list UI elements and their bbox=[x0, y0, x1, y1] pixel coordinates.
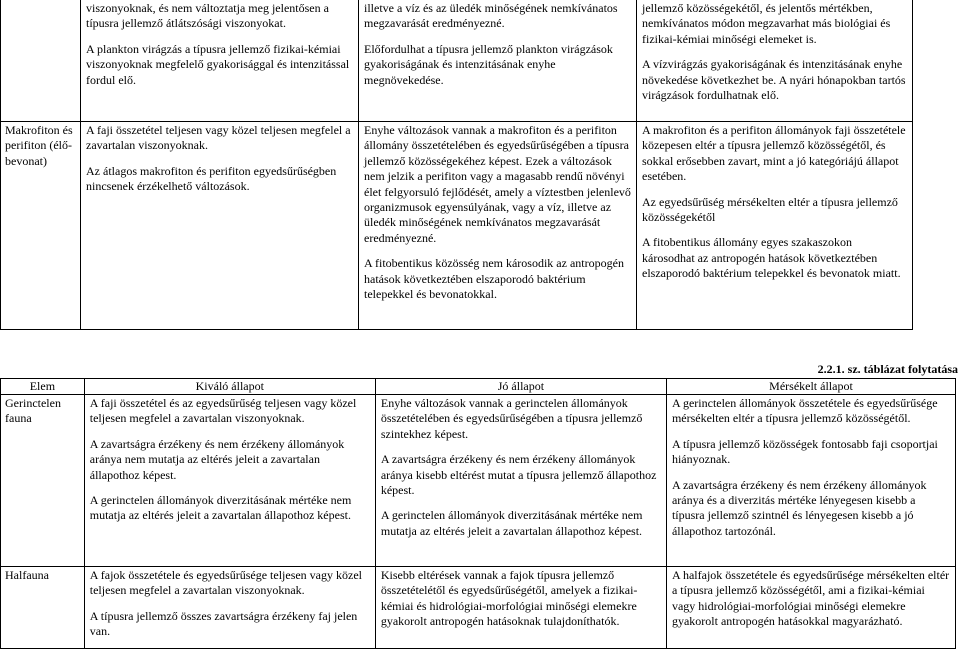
quality-table-continued bbox=[0, 378, 956, 649]
cell-paragraph: Gerinctelen fauna bbox=[5, 396, 61, 426]
table-row bbox=[1, 395, 956, 567]
header-element: Elem bbox=[1, 379, 85, 395]
paragraph-gap bbox=[642, 185, 907, 195]
cell-paragraph: A halfajok összetétele és egyedsűrűsége mérsékelten eltér a típusra jellemző közösségétől, ami a fizikai-kémiai vagy hidrológiai-morfológiai minőségi elemekre gyakorolt antropogén hatásokkal magyarázható. bbox=[671, 568, 950, 629]
moderate-cell bbox=[637, 0, 913, 122]
header-row bbox=[1, 379, 956, 395]
cell-paragraph: A típusra jellemző összes zavartságra érzékeny faj jelen van. bbox=[89, 608, 358, 639]
cell-paragraph: A fajok összetétele és egyedsűrűsége teljesen vagy közel teljesen megfelel a zavartalan viszonyoknak. bbox=[89, 568, 362, 598]
cell-paragraph: Az átlagos makrofiton és perifiton egyedsűrűségben nincsenek érzékelhető változások. bbox=[86, 163, 337, 194]
moderate-cell bbox=[666, 395, 955, 567]
cell-paragraph: illetve a víz és az üledék minőségének nemkívánatos megzavarását eredményezné. bbox=[364, 1, 618, 31]
cell-paragraph: A makrofiton és a perifiton állományok faji összetétele közepesen eltér a típusra jellemző közösségétől, és sokkal erősebben zavart, mint a jó kategóriájú állapot esetében. bbox=[642, 123, 906, 184]
element-cell bbox=[1, 0, 81, 122]
header-moderate: Mérsékelt állapot bbox=[666, 379, 955, 395]
cell-paragraph: Kisebb eltérések vannak a fajok típusra jellemző összetételétől és egyedsűrűségétől, amelyek a fizikai-kémiai és hidrológiai-morfológiai minőségi elemekre gyakorolt antropogén hatásoknak tulajdoníthatók. bbox=[380, 568, 638, 629]
cell-paragraph: A gerinctelen állományok diverzitásának mértéke nem mutatja az eltérés jeleit a zavartalan állapothoz képest. bbox=[89, 493, 352, 523]
cell-paragraph: A plankton virágzás a típusra jellemző fizikai-kémiai viszonyoknak megfelelő gyakorisággal és intenzitással fordul elő. bbox=[86, 41, 350, 87]
table-row bbox=[1, 0, 913, 122]
cell-paragraph: Enyhe változások vannak a makrofiton és a perifiton állomány összetételében és egyedsűrűségében a típusra jellemző közösségekéhez képest. Ezek a változások nem jelzik a perifiton vagy a magasabb rendű növényi élet felgyorsuló fejlődését, amely a víztestben jelenlevő organizmusok egyensúlyának, vagy a víz, illetve az üledék minőségének nemkívánatos megzavarását eredményezné. bbox=[364, 123, 631, 245]
paragraph-gap bbox=[364, 32, 631, 42]
element-cell bbox=[1, 122, 81, 330]
good-cell bbox=[359, 0, 637, 122]
cell-paragraph: Az egyedsűrűség mérsékelten eltér a típusra jellemző közösségekétől bbox=[642, 194, 898, 225]
table-row bbox=[1, 567, 956, 649]
excellent-cell bbox=[84, 567, 375, 649]
element-cell bbox=[1, 567, 85, 649]
paragraph-gap bbox=[90, 427, 370, 437]
good-cell bbox=[375, 567, 666, 649]
element-cell bbox=[1, 395, 85, 567]
header-excellent: Kiváló állapot bbox=[84, 379, 375, 395]
cell-paragraph: A fitobentikus közösség nem károsodik az antropogén hatások következtében elszaporodó baktérium telepekkel és bevonatokkal. bbox=[364, 256, 624, 302]
cell-paragraph: Halfauna bbox=[5, 568, 49, 582]
paragraph-gap bbox=[381, 498, 661, 508]
paragraph-gap bbox=[381, 442, 661, 452]
paragraph-gap bbox=[642, 47, 907, 57]
cell-paragraph: Makrofiton és perifiton (élő-bevonat) bbox=[5, 123, 73, 168]
cell-paragraph: A gerinctelen állományok összetétele és egyedsűrűsége mérsékelten eltér a típusra jellemző közösségétől. bbox=[671, 396, 938, 426]
paragraph-gap bbox=[86, 32, 353, 42]
cell-paragraph: A faji összetétel és az egyedsűrűség teljesen vagy közel teljesen megfelel a zavartalan viszonyoknak. bbox=[89, 396, 357, 426]
table-row bbox=[1, 122, 913, 330]
paragraph-gap bbox=[90, 483, 370, 493]
paragraph-gap bbox=[672, 468, 950, 478]
cell-paragraph: A zavartságra érzékeny és nem érzékeny állományok aránya és a diverzitás mértéke lényegesen kisebb a típusra jellemző szintnél és lényegesen kisebb a jó állapothoz tartozónál. bbox=[671, 477, 927, 538]
paragraph-gap bbox=[364, 246, 631, 256]
header-good: Jó állapot bbox=[375, 379, 666, 395]
cell-paragraph: viszonyoknak, és nem változtatja meg jelentősen a típusra jellemző átlátszósági viszonyokat. bbox=[86, 1, 329, 31]
good-cell bbox=[375, 395, 666, 567]
quality-table-top bbox=[0, 0, 913, 330]
cell-paragraph: A vízvirágzás gyakoriságának és intenzitásának enyhe növekedése következhet be. A nyári hónapokban tartós virágzások fordulhatnak elő. bbox=[642, 57, 906, 103]
cell-paragraph: A típusra jellemző közösségek fontosabb faji csoportjai hiányoznak. bbox=[671, 436, 938, 467]
paragraph-gap bbox=[90, 599, 370, 609]
cell-paragraph: A faji összetétel teljesen vagy közel teljesen megfelel a zavartalan viszonyoknak. bbox=[86, 123, 351, 153]
cell-paragraph: A fitobentikus állomány egyes szakaszokon károsodhat az antropogén hatások következtében elszaporodó baktérium telepekkel és bevonatok miatt. bbox=[642, 235, 901, 281]
paragraph-gap bbox=[672, 427, 950, 437]
cell-paragraph: A gerinctelen állományok diverzitásának mértéke nem mutatja az eltérés jeleit a zavartalan állapothoz képest. bbox=[380, 508, 643, 538]
paragraph-gap bbox=[86, 154, 353, 164]
cell-paragraph: A zavartságra érzékeny és nem érzékeny állományok aránya kisebb eltérést mutat a típusra jellemző állapothoz képest. bbox=[380, 452, 657, 498]
excellent-cell bbox=[81, 122, 359, 330]
cell-paragraph: Előfordulhat a típusra jellemző plankton virágzások gyakoriságának és intenzitásának enyhe megnövekedése. bbox=[364, 41, 613, 87]
excellent-cell bbox=[84, 395, 375, 567]
cell-paragraph: jellemző közösségekétől, és jelentős mértékben, nemkívánatos módon megzavarhat más biológiai és fizikai-kémiai minőségi elemeket is. bbox=[642, 1, 891, 46]
paragraph-gap bbox=[642, 225, 907, 235]
table-caption: 2.2.1. sz. táblázat folytatása bbox=[817, 362, 958, 376]
moderate-cell bbox=[637, 122, 913, 330]
cell-paragraph: Enyhe változások vannak a gerinctelen állományok összetételében és egyedsűrűségében a típusra jellemző szintekhez képest. bbox=[380, 396, 643, 441]
excellent-cell bbox=[81, 0, 359, 122]
cell-paragraph: A zavartságra érzékeny és nem érzékeny állományok aránya nem mutatja az eltérés jeleit a zavartalan állapothoz képest. bbox=[89, 436, 345, 482]
good-cell bbox=[359, 122, 637, 330]
moderate-cell bbox=[666, 567, 955, 649]
